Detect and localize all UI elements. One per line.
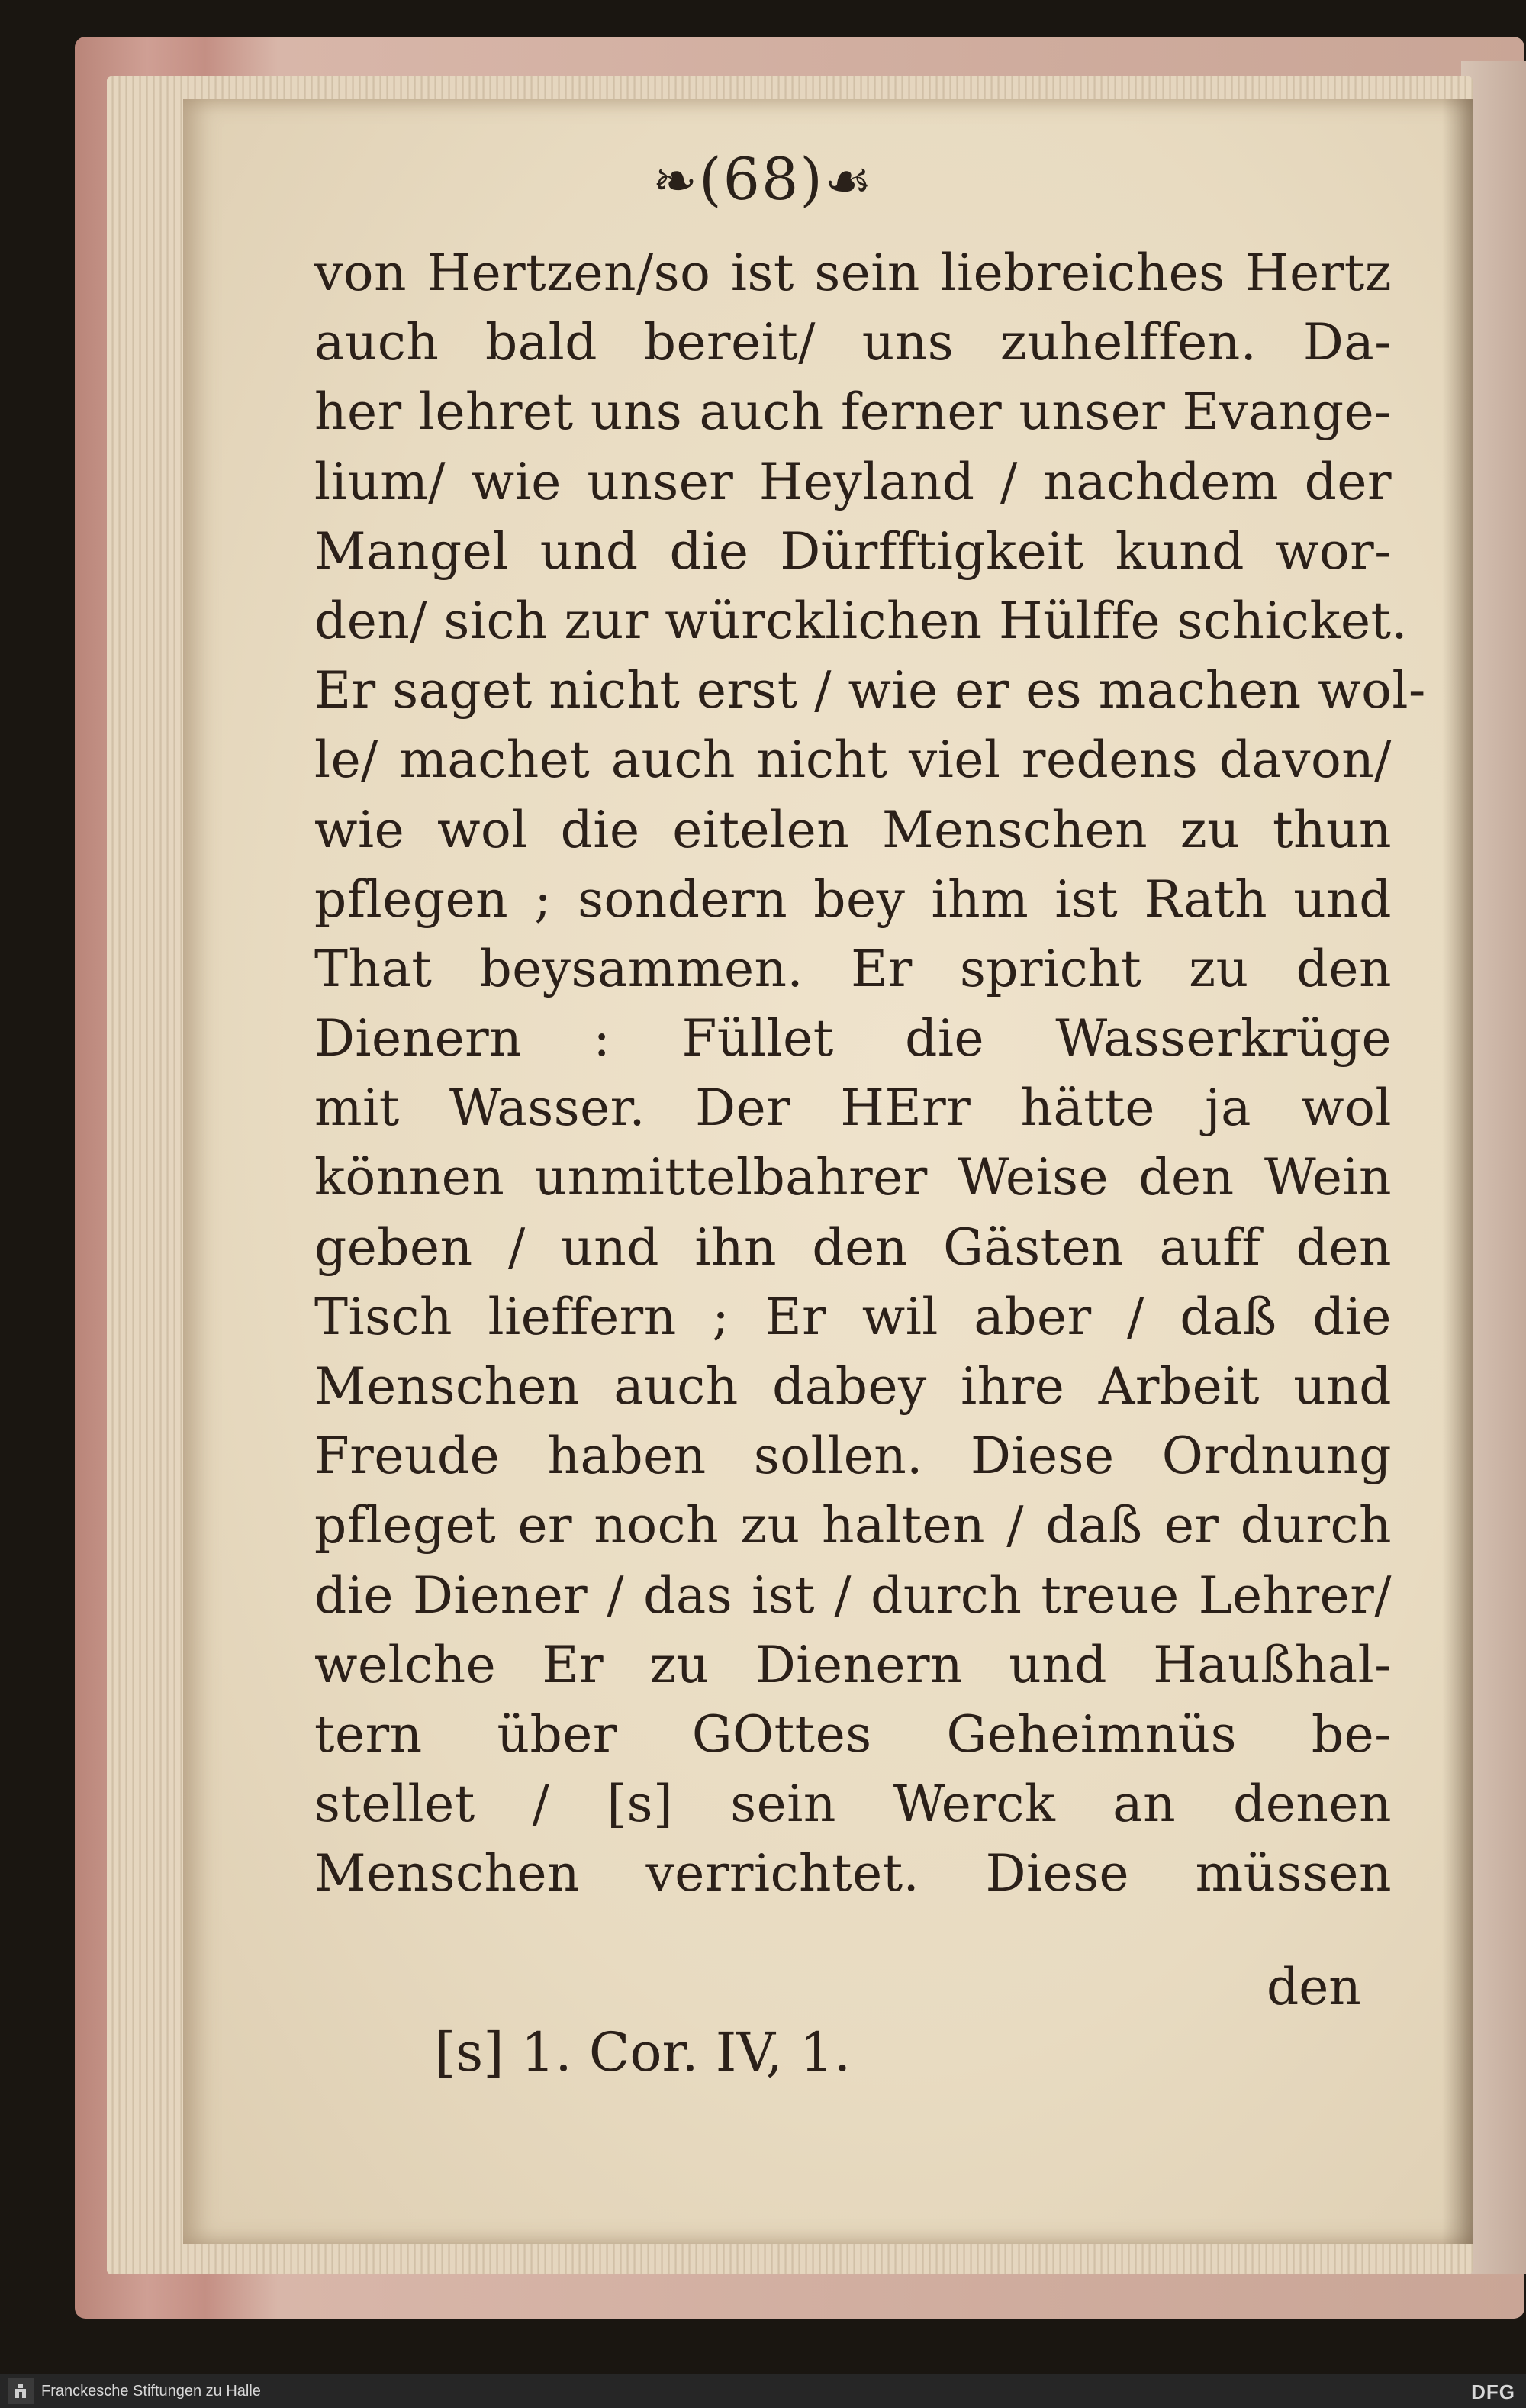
gutter-shadow (1442, 99, 1473, 2244)
text-line: Menschen auch dabey ihre Arbeit und (314, 1357, 1392, 1416)
text-line: That beysammen. Er spricht zu den (314, 939, 1392, 998)
text-line: pflegen ; sondern bey ihm ist Rath und (314, 869, 1392, 929)
text-line: Mangel und die Dürfftigkeit kund wor- (314, 521, 1392, 581)
dfg-logo[interactable]: DFG (1471, 2381, 1515, 2403)
text-line: den/ sich zur würcklichen Hülffe schicket. (314, 591, 1408, 650)
provider-label: Franckesche Stiftungen zu Halle (41, 2382, 261, 2400)
text-line: Er saget nicht erst / wie er es machen wol- (314, 661, 1426, 720)
right-ornament-icon: ☙ (823, 150, 874, 212)
footnote: [s] 1. Cor. IV, 1. (435, 2021, 852, 2084)
text-line: können unmittelbahrer Weise den Wein (314, 1148, 1392, 1207)
text-line: lium/ wie unser Heyland / nachdem der (314, 452, 1392, 511)
text-line: Menschen verrichtet. Diese müssen (314, 1844, 1392, 1904)
text-line: auch bald bereit/ uns zuhelffen. Da- (314, 313, 1392, 372)
text-line: Tisch lieffern ; Er wil aber / daß die (314, 1287, 1392, 1346)
text-line: pfleget er noch zu halten / daß er durch (314, 1496, 1392, 1555)
text-line: stellet / [s] sein Werck an denen (314, 1775, 1392, 1834)
page-number: (68) (698, 145, 824, 213)
text-line: mit Wasser. Der HErr hätte ja wol (314, 1078, 1392, 1138)
text-line: geben / und ihn den Gästen auff den (314, 1217, 1392, 1277)
text-line: die Diener / das ist / durch treue Lehrer/ (314, 1565, 1392, 1625)
text-line: her lehret uns auch ferner unser Evange- (314, 382, 1392, 442)
page-header (0, 145, 1526, 213)
text-line: welche Er zu Dienern und Haußhal- (314, 1635, 1392, 1694)
text-line: tern über GOttes Geheimnüs be- (314, 1704, 1392, 1764)
text-line: Dienern : Füllet die Wasserkrüge (314, 1009, 1392, 1069)
provider-credit[interactable] (8, 2378, 261, 2404)
text-line: von Hertzen/so ist sein liebreiches Hertz (314, 243, 1392, 302)
text-line: le/ machet auch nicht viel redens davon/ (314, 730, 1392, 790)
provider-logo-icon (8, 2378, 34, 2404)
catchword: den (1267, 1958, 1361, 2016)
page-body-text (314, 238, 1426, 1909)
left-ornament-icon: ❧ (652, 150, 699, 212)
text-line: Freude haben sollen. Diese Ordnung (314, 1426, 1392, 1486)
text-line: wie wol die eitelen Menschen zu thun (314, 800, 1392, 859)
